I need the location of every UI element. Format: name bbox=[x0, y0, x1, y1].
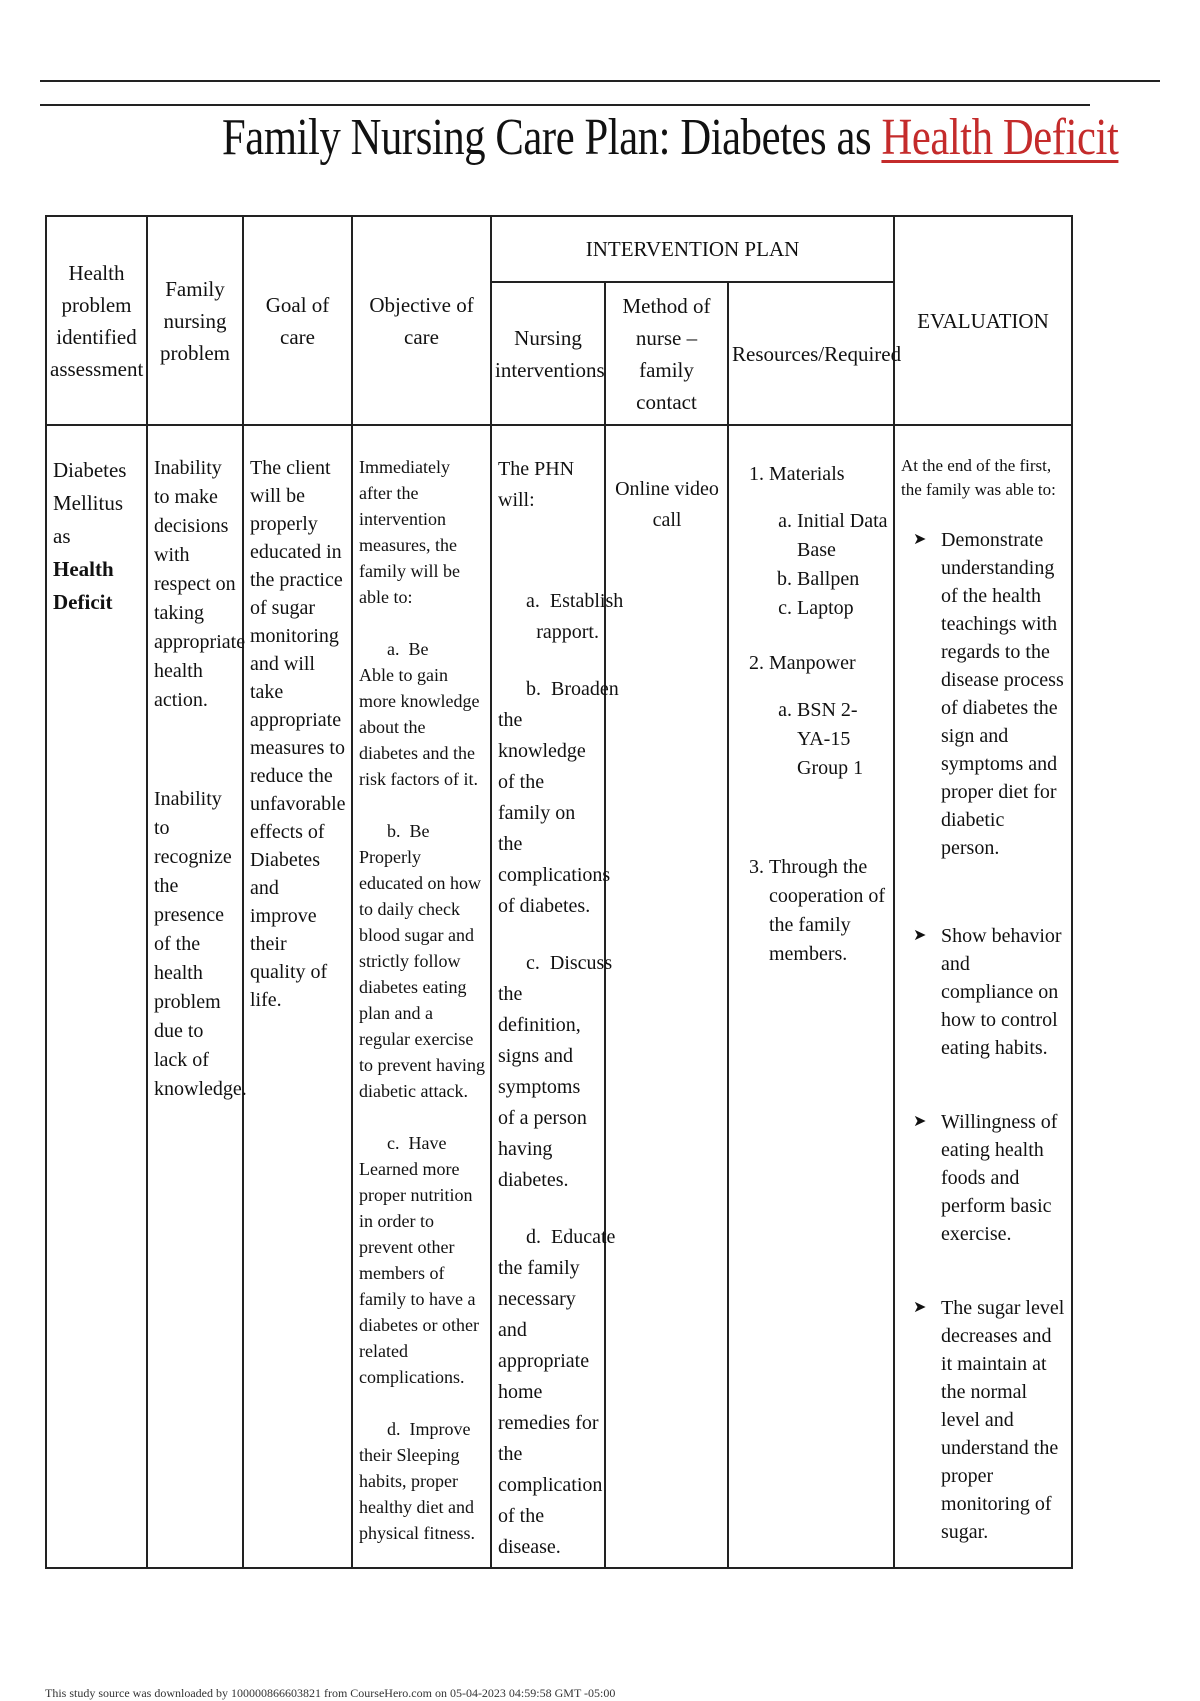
header-evaluation: EVALUATION bbox=[894, 216, 1072, 425]
resources-item-laptop: c. Laptop bbox=[797, 594, 888, 623]
objective-intro: Immediately after the intervention measures, the family will be able to: bbox=[359, 457, 460, 607]
header-intervention-plan: INTERVENTION PLAN bbox=[491, 216, 894, 282]
nursing-d-head: d. Educate bbox=[526, 1226, 616, 1248]
arrow-bullet-icon: ➤ bbox=[913, 927, 927, 944]
cell-resources bbox=[728, 425, 894, 1568]
evaluation-item: ➤ Show behavior and compliance on how to control eating habits. bbox=[941, 922, 1066, 1062]
title-main: Family Nursing Care Plan: Diabetes as bbox=[222, 109, 882, 166]
evaluation-item: ➤ Demonstrate understanding of the health teachings with regards to the disease process of diabetes the sign and symptoms and proper diet for diabetic person. bbox=[941, 526, 1066, 862]
title-accent: Health Deficit bbox=[881, 109, 1119, 166]
cell-health-problem bbox=[46, 425, 147, 1568]
health-problem-text: Diabetes Mellitus as bbox=[53, 458, 127, 548]
title-rule bbox=[40, 104, 1090, 106]
header-health-problem: Health problem identified assessment bbox=[46, 216, 147, 425]
cell-nursing bbox=[491, 425, 624, 1568]
cell-goal bbox=[243, 425, 352, 1568]
cell-method bbox=[605, 425, 728, 1568]
family-problem-1: Inability to make decisions with respect on taking appropriate health action. bbox=[154, 457, 246, 711]
page-title bbox=[222, 108, 1118, 168]
cell-objective bbox=[352, 425, 491, 1568]
resources-group-materials: 1. Materials a. Initial Data Base b. Ballpen c. Laptop bbox=[769, 460, 888, 649]
nursing-intro: The PHN will: bbox=[498, 458, 575, 511]
source-footer: This study source was downloaded by 100000866603821 from CourseHero.com on 05-04-2023 04:59:58 GMT -05:00 bbox=[45, 1686, 616, 1700]
nursing-b-text: the knowledge of the family on the complications of diabetes. bbox=[498, 709, 611, 917]
objective-b-text: Properly educated on how to daily check blood sugar and strictly follow diabetes eating plan and a regular exercise to prevent having diabetic attack. bbox=[359, 847, 485, 1101]
resources-item-initial-data-base: a. Initial Data Base bbox=[797, 507, 888, 565]
nursing-d-text: the family necessary and appropriate home remedies for the complication of the disease. bbox=[498, 1257, 603, 1558]
nursing-a-head: a. Establish bbox=[526, 590, 624, 612]
goal-text: The client will be properly educated in the practice of sugar monitoring and will take appropriate measures to reduce the unfavorable effects of Diabetes and improve their quality of life. bbox=[250, 457, 346, 1011]
objective-c-head: c. Have bbox=[387, 1133, 447, 1153]
header-resources: Resources/Required bbox=[728, 282, 894, 425]
evaluation-intro: At the end of the first, the family was able to: bbox=[901, 456, 1056, 499]
arrow-bullet-icon: ➤ bbox=[913, 1299, 927, 1316]
nursing-c-head: c. Discuss bbox=[526, 952, 613, 974]
resources-group-cooperation: 3. Through the cooperation of the family members. bbox=[769, 853, 888, 969]
care-plan-table bbox=[45, 215, 1073, 1569]
resources-item-ballpen: b. Ballpen bbox=[797, 565, 888, 594]
arrow-bullet-icon: ➤ bbox=[913, 531, 927, 548]
nursing-c-text: the definition, signs and symptoms of a person having diabetes. bbox=[498, 983, 587, 1191]
objective-a-head: a. Be bbox=[387, 639, 429, 659]
objective-a-text: Able to gain more knowledge about the diabetes and the risk factors of it. bbox=[359, 665, 480, 789]
objective-d-head: d. Improve bbox=[387, 1419, 471, 1439]
header-family-problem: Family nursing problem bbox=[147, 216, 243, 425]
header-nursing-interventions: Nursing interventions bbox=[491, 282, 605, 425]
cell-family-problem bbox=[147, 425, 247, 1568]
health-problem-bold: Health Deficit bbox=[53, 557, 114, 614]
method-text: Online video call bbox=[615, 478, 719, 531]
objective-d-text: their Sleeping habits, proper healthy diet and physical fitness. bbox=[359, 1445, 475, 1543]
evaluation-list bbox=[901, 526, 1066, 1546]
evaluation-item: ➤ The sugar level decreases and it maintain at the normal level and understand the proper monitoring of sugar. bbox=[941, 1294, 1066, 1546]
top-rule bbox=[40, 80, 1160, 82]
evaluation-item: ➤ Willingness of eating health foods and perform basic exercise. bbox=[941, 1108, 1066, 1248]
header-objective: Objective of care bbox=[352, 216, 491, 425]
nursing-b-head: b. Broaden bbox=[526, 678, 619, 700]
cell-evaluation bbox=[894, 425, 1072, 1568]
nursing-a-text: rapport. bbox=[536, 621, 599, 643]
header-method: Method of nurse – family contact bbox=[605, 282, 728, 425]
objective-c-text: Learned more proper nutrition in order to prevent other members of family to have a diabetes or other related complications. bbox=[359, 1159, 479, 1387]
resources-group-manpower: 2. Manpower a. BSN 2-YA-15 Group 1 bbox=[769, 649, 888, 853]
header-goal: Goal of care bbox=[243, 216, 352, 425]
resources-list bbox=[735, 460, 888, 969]
family-problem-2: Inability to recognize the presence of the health problem due to lack of knowledge. bbox=[154, 788, 247, 1100]
objective-b-head: b. Be bbox=[387, 821, 430, 841]
arrow-bullet-icon: ➤ bbox=[913, 1113, 927, 1130]
resources-item-group: a. BSN 2-YA-15 Group 1 bbox=[797, 696, 888, 783]
